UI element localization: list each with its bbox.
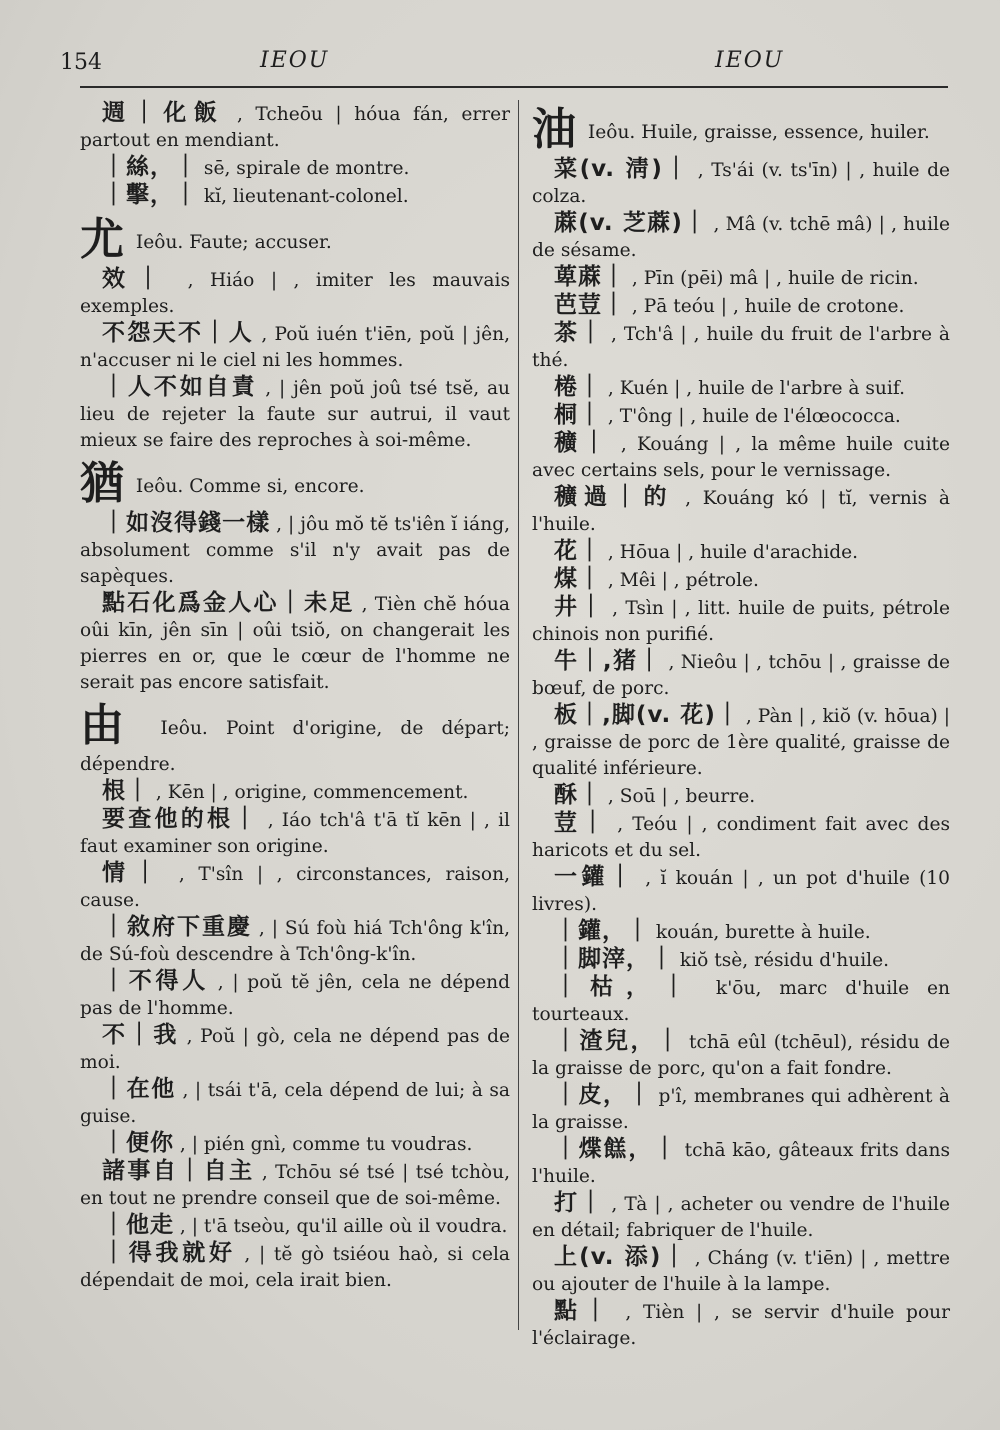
compound-characters: 芭荳｜ xyxy=(554,292,626,318)
compound-entry xyxy=(80,806,510,860)
compound-entry xyxy=(532,1244,950,1298)
entry-definition: , Mêi | , pétrole. xyxy=(602,570,759,591)
compound-entry xyxy=(532,1082,950,1136)
compound-entry xyxy=(80,100,510,154)
compound-entry xyxy=(532,430,950,484)
compound-characters: ｜煠餻，｜ xyxy=(554,1136,678,1162)
compound-characters: 點石化爲金人心｜未足 xyxy=(102,590,355,616)
page-number: 154 xyxy=(60,50,102,75)
compound-characters: 蔴(v. 芝蔴)｜ xyxy=(554,210,708,236)
compound-characters: 週｜化飯 xyxy=(102,100,225,126)
compound-entry xyxy=(532,702,950,782)
compound-entry xyxy=(532,210,950,264)
compound-characters: ｜皮，｜ xyxy=(554,1082,653,1108)
compound-entry xyxy=(80,590,510,696)
compound-characters: ｜人不如自責 xyxy=(102,374,258,400)
compound-entry xyxy=(80,914,510,968)
compound-characters: ｜脚滓，｜ xyxy=(554,946,674,972)
entry-definition: kouán, burette à huile. xyxy=(650,922,871,943)
compound-entry xyxy=(80,1022,510,1076)
compound-characters: 情｜ xyxy=(102,860,166,886)
compound-characters: ｜絲，｜ xyxy=(102,154,198,180)
compound-entry xyxy=(80,510,510,590)
compound-characters: 牛｜,猪｜ xyxy=(554,648,663,674)
compound-characters: ｜鑵，｜ xyxy=(554,918,650,944)
compound-entry xyxy=(80,860,510,914)
compound-characters: 根｜ xyxy=(102,778,150,804)
compound-characters: ｜枯，｜ xyxy=(554,974,699,1000)
compound-entry xyxy=(532,1190,950,1244)
entry-definition: , Tsìn | , litt. huile de puits, pétrole chinois non purifié. xyxy=(532,598,950,645)
entry-definition: , Hōua | , huile d'arachide. xyxy=(602,542,859,563)
compound-entry xyxy=(532,1136,950,1190)
entry-definition: , | t'ā tseòu, qu'il aille où il voudra. xyxy=(174,1216,508,1237)
page-header xyxy=(60,44,950,84)
compound-characters: 不｜我 xyxy=(102,1022,180,1048)
headword-character: 尤 xyxy=(80,214,124,265)
compound-entry xyxy=(532,648,950,702)
entry-definition: , Ts'ái (v. ts'īn) | , huile de colza. xyxy=(532,160,950,207)
compound-characters: 一鑵｜ xyxy=(554,864,636,890)
entry-definition: Ieôu. Comme si, encore. xyxy=(130,476,365,497)
compound-characters: 穬｜ xyxy=(554,430,611,456)
compound-entry xyxy=(532,1298,950,1352)
compound-characters: ｜如沒得錢一樣 xyxy=(102,510,271,536)
compound-characters: 井｜ xyxy=(554,594,605,620)
compound-characters: 要查他的根｜ xyxy=(102,806,260,832)
entry-definition: , Tièn chĕ hóua oûi kīn, jên sīn | oûi tsiŏ, on changerait les pierres en or, que le cœur de l'homme ne serait pas encore satisfait. xyxy=(80,594,510,693)
entry-definition: , | jôu mŏ tĕ ts'iên ĭ iáng, absolument comme s'il n'y avait pas de sapèques. xyxy=(80,514,511,587)
entry-definition: , Iáo tch'â t'ā tĭ kēn | , il faut examiner son origine. xyxy=(80,810,510,857)
entry-definition: Ieôu. Point d'origine, de départ; dépendre. xyxy=(80,718,510,775)
compound-entry xyxy=(532,484,950,538)
compound-characters: 煤｜ xyxy=(554,566,602,592)
entry-definition: , | poŭ tĕ jên, cela ne dépend pas de l'homme. xyxy=(80,972,511,1019)
compound-entry xyxy=(532,1028,950,1082)
compound-entry xyxy=(532,320,950,374)
right-running-title: IEOU xyxy=(715,48,785,73)
compound-characters: 穬過｜的 xyxy=(554,484,674,510)
compound-entry xyxy=(80,968,510,1022)
entry-definition: kĭ, lieutenant-colonel. xyxy=(198,186,409,207)
compound-entry xyxy=(532,782,950,810)
entry-definition: , Soū | , beurre. xyxy=(602,786,756,807)
entry-definition: tchā eûl (tchēul), résidu de la graisse de porc, qu'on a fait fondre. xyxy=(532,1032,951,1079)
entry-definition: p'î, membranes qui adhèrent à la graisse. xyxy=(532,1086,951,1133)
entry-definition: , | Sú foù hiá Tch'ông k'în, de Sú-foù descendre à Tch'ông-k'în. xyxy=(80,918,511,965)
compound-entry xyxy=(532,264,950,292)
compound-entry xyxy=(532,402,950,430)
entry-definition: , T'sîn | , circonstances, raison, cause. xyxy=(80,864,511,911)
compound-entry xyxy=(532,156,950,210)
compound-characters: ｜便你 xyxy=(102,1130,174,1156)
left-column xyxy=(80,100,510,1294)
headword-character: 由 xyxy=(80,700,137,751)
entry-definition: , Tch'â | , huile du fruit de l'arbre à thé. xyxy=(532,324,950,371)
compound-characters: 上(v. 添)｜ xyxy=(554,1244,688,1270)
compound-characters: 打｜ xyxy=(554,1190,605,1216)
entry-definition: , Teóu | , condiment fait avec des haricots et du sel. xyxy=(532,814,951,861)
entry-definition: , Kēn | , origine, commencement. xyxy=(150,782,469,803)
compound-entry xyxy=(80,320,510,374)
compound-entry xyxy=(532,946,950,974)
compound-characters: 茶｜ xyxy=(554,320,605,346)
compound-entry xyxy=(80,1240,510,1294)
entry-definition: , Pàn | , kiŏ (v. hōua) | , graisse de porc de 1ère qualité, graisse de qualité inférieure. xyxy=(532,706,950,779)
compound-entry xyxy=(532,918,950,946)
entry-definition: , Pā teóu | , huile de crotone. xyxy=(626,296,905,317)
compound-characters: ｜得我就好 xyxy=(102,1240,236,1266)
compound-characters: ｜他走 xyxy=(102,1212,174,1238)
compound-entry xyxy=(532,538,950,566)
entry-definition: , | pién gnì, comme tu voudras. xyxy=(174,1134,473,1155)
entry-definition: Ieôu. Huile, graisse, essence, huiler. xyxy=(582,122,930,143)
entry-definition: sē, spirale de montre. xyxy=(198,158,410,179)
entry-definition: , Mâ (v. tchē mâ) | , huile de sésame. xyxy=(532,214,950,261)
entry-definition: , Kouáng kó | tĭ, vernis à l'huile. xyxy=(532,488,950,535)
compound-characters: ｜擊，｜ xyxy=(102,182,198,208)
entry-definition: Ieôu. Faute; accuser. xyxy=(130,232,332,253)
compound-entry xyxy=(80,1158,510,1212)
compound-entry xyxy=(80,1130,510,1158)
compound-entry xyxy=(532,374,950,402)
entry-definition: , Tà | , acheter ou vendre de l'huile en détail; fabriquer de l'huile. xyxy=(532,1194,950,1241)
compound-characters: ｜渣兒，｜ xyxy=(554,1028,682,1054)
compound-characters: 效｜ xyxy=(102,266,172,292)
compound-characters: 不怨天不｜人 xyxy=(102,320,255,346)
compound-entry xyxy=(80,1212,510,1240)
entry-definition: , ĭ kouán | , un pot d'huile (10 livres). xyxy=(532,868,950,915)
compound-entry xyxy=(80,1076,510,1130)
entry-definition: , Kuén | , huile de l'arbre à suif. xyxy=(602,378,905,399)
compound-entry xyxy=(532,292,950,320)
compound-entry xyxy=(532,864,950,918)
entry-definition: , Poŭ iuén t'iēn, poŭ | jên, n'accuser ni le ciel ni les hommes. xyxy=(80,324,510,371)
compound-characters: 花｜ xyxy=(554,538,602,564)
right-column xyxy=(532,100,950,1352)
headword-entry xyxy=(532,104,950,156)
compound-characters: 酥｜ xyxy=(554,782,602,808)
header-rule xyxy=(80,86,948,88)
compound-entry xyxy=(80,374,510,454)
compound-characters: ｜敘府下重慶 xyxy=(102,914,252,940)
left-running-title: IEOU xyxy=(260,48,330,73)
entry-definition: , Tièn | , se servir d'huile pour l'éclairage. xyxy=(532,1302,951,1349)
entry-definition: , Kouáng | , la même huile cuite avec certains sels, pour le vernissage. xyxy=(532,434,951,481)
entry-definition: , Pīn (pēi) mâ | , huile de ricin. xyxy=(626,268,919,289)
entry-definition: , Hiáo | , imiter les mauvais exemples. xyxy=(80,270,511,317)
entry-definition: , Tchōu sé tsé | tsé tchòu, en tout ne prendre conseil que de soi-même. xyxy=(80,1162,510,1209)
headword-entry xyxy=(80,700,510,778)
compound-entry xyxy=(532,810,950,864)
compound-entry xyxy=(80,266,510,320)
compound-characters: 荳｜ xyxy=(554,810,609,836)
compound-entry xyxy=(80,182,510,210)
headword-entry xyxy=(80,458,510,510)
column-divider xyxy=(518,100,519,1330)
compound-entry xyxy=(80,778,510,806)
entry-definition: , | jên poŭ joû tsé tsĕ, au lieu de rejeter la faute sur autrui, il vaut mieux se faire des reproches à soi-même. xyxy=(80,378,511,451)
compound-characters: ｜不得人 xyxy=(102,968,210,994)
compound-characters: 棬｜ xyxy=(554,374,602,400)
entry-definition: k'ōu, marc d'huile en tourteaux. xyxy=(532,978,950,1025)
compound-characters: ｜在他 xyxy=(102,1076,176,1102)
entry-definition: kiŏ tsè, résidu d'huile. xyxy=(674,950,890,971)
compound-characters: 桐｜ xyxy=(554,402,602,428)
compound-characters: 萆蔴｜ xyxy=(554,264,626,290)
entry-definition: , Nieôu | , tchōu | , graisse de bœuf, de porc. xyxy=(532,652,950,699)
entry-definition: , T'ông | , huile de l'élœococca. xyxy=(602,406,901,427)
compound-characters: 點｜ xyxy=(554,1298,614,1324)
compound-entry xyxy=(532,566,950,594)
entry-definition: , | tĕ gò tsiéou haò, si cela dépendait de moi, cela irait bien. xyxy=(80,1244,510,1291)
compound-entry xyxy=(532,974,950,1028)
compound-characters: 菜(v. 淸)｜ xyxy=(554,156,691,182)
compound-entry xyxy=(532,594,950,648)
compound-entry xyxy=(80,154,510,182)
headword-character: 猶 xyxy=(80,458,124,509)
compound-characters: 諸事自｜自主 xyxy=(102,1158,255,1184)
compound-characters: 板｜,脚(v. 花)｜ xyxy=(554,702,740,728)
headword-character: 油 xyxy=(532,104,576,155)
entry-definition: tchā kāo, gâteaux frits dans l'huile. xyxy=(532,1140,951,1187)
entry-definition: , Cháng (v. t'iēn) | , mettre ou ajouter de l'huile à la lampe. xyxy=(532,1248,950,1295)
entry-definition: , Poŭ | gò, cela ne dépend pas de moi. xyxy=(80,1026,511,1073)
headword-entry xyxy=(80,214,510,266)
entry-definition: , Tcheōu | hóua fán, errer partout en mendiant. xyxy=(80,104,510,151)
entry-definition: , | tsái t'ā, cela dépend de lui; à sa guise. xyxy=(80,1080,511,1127)
